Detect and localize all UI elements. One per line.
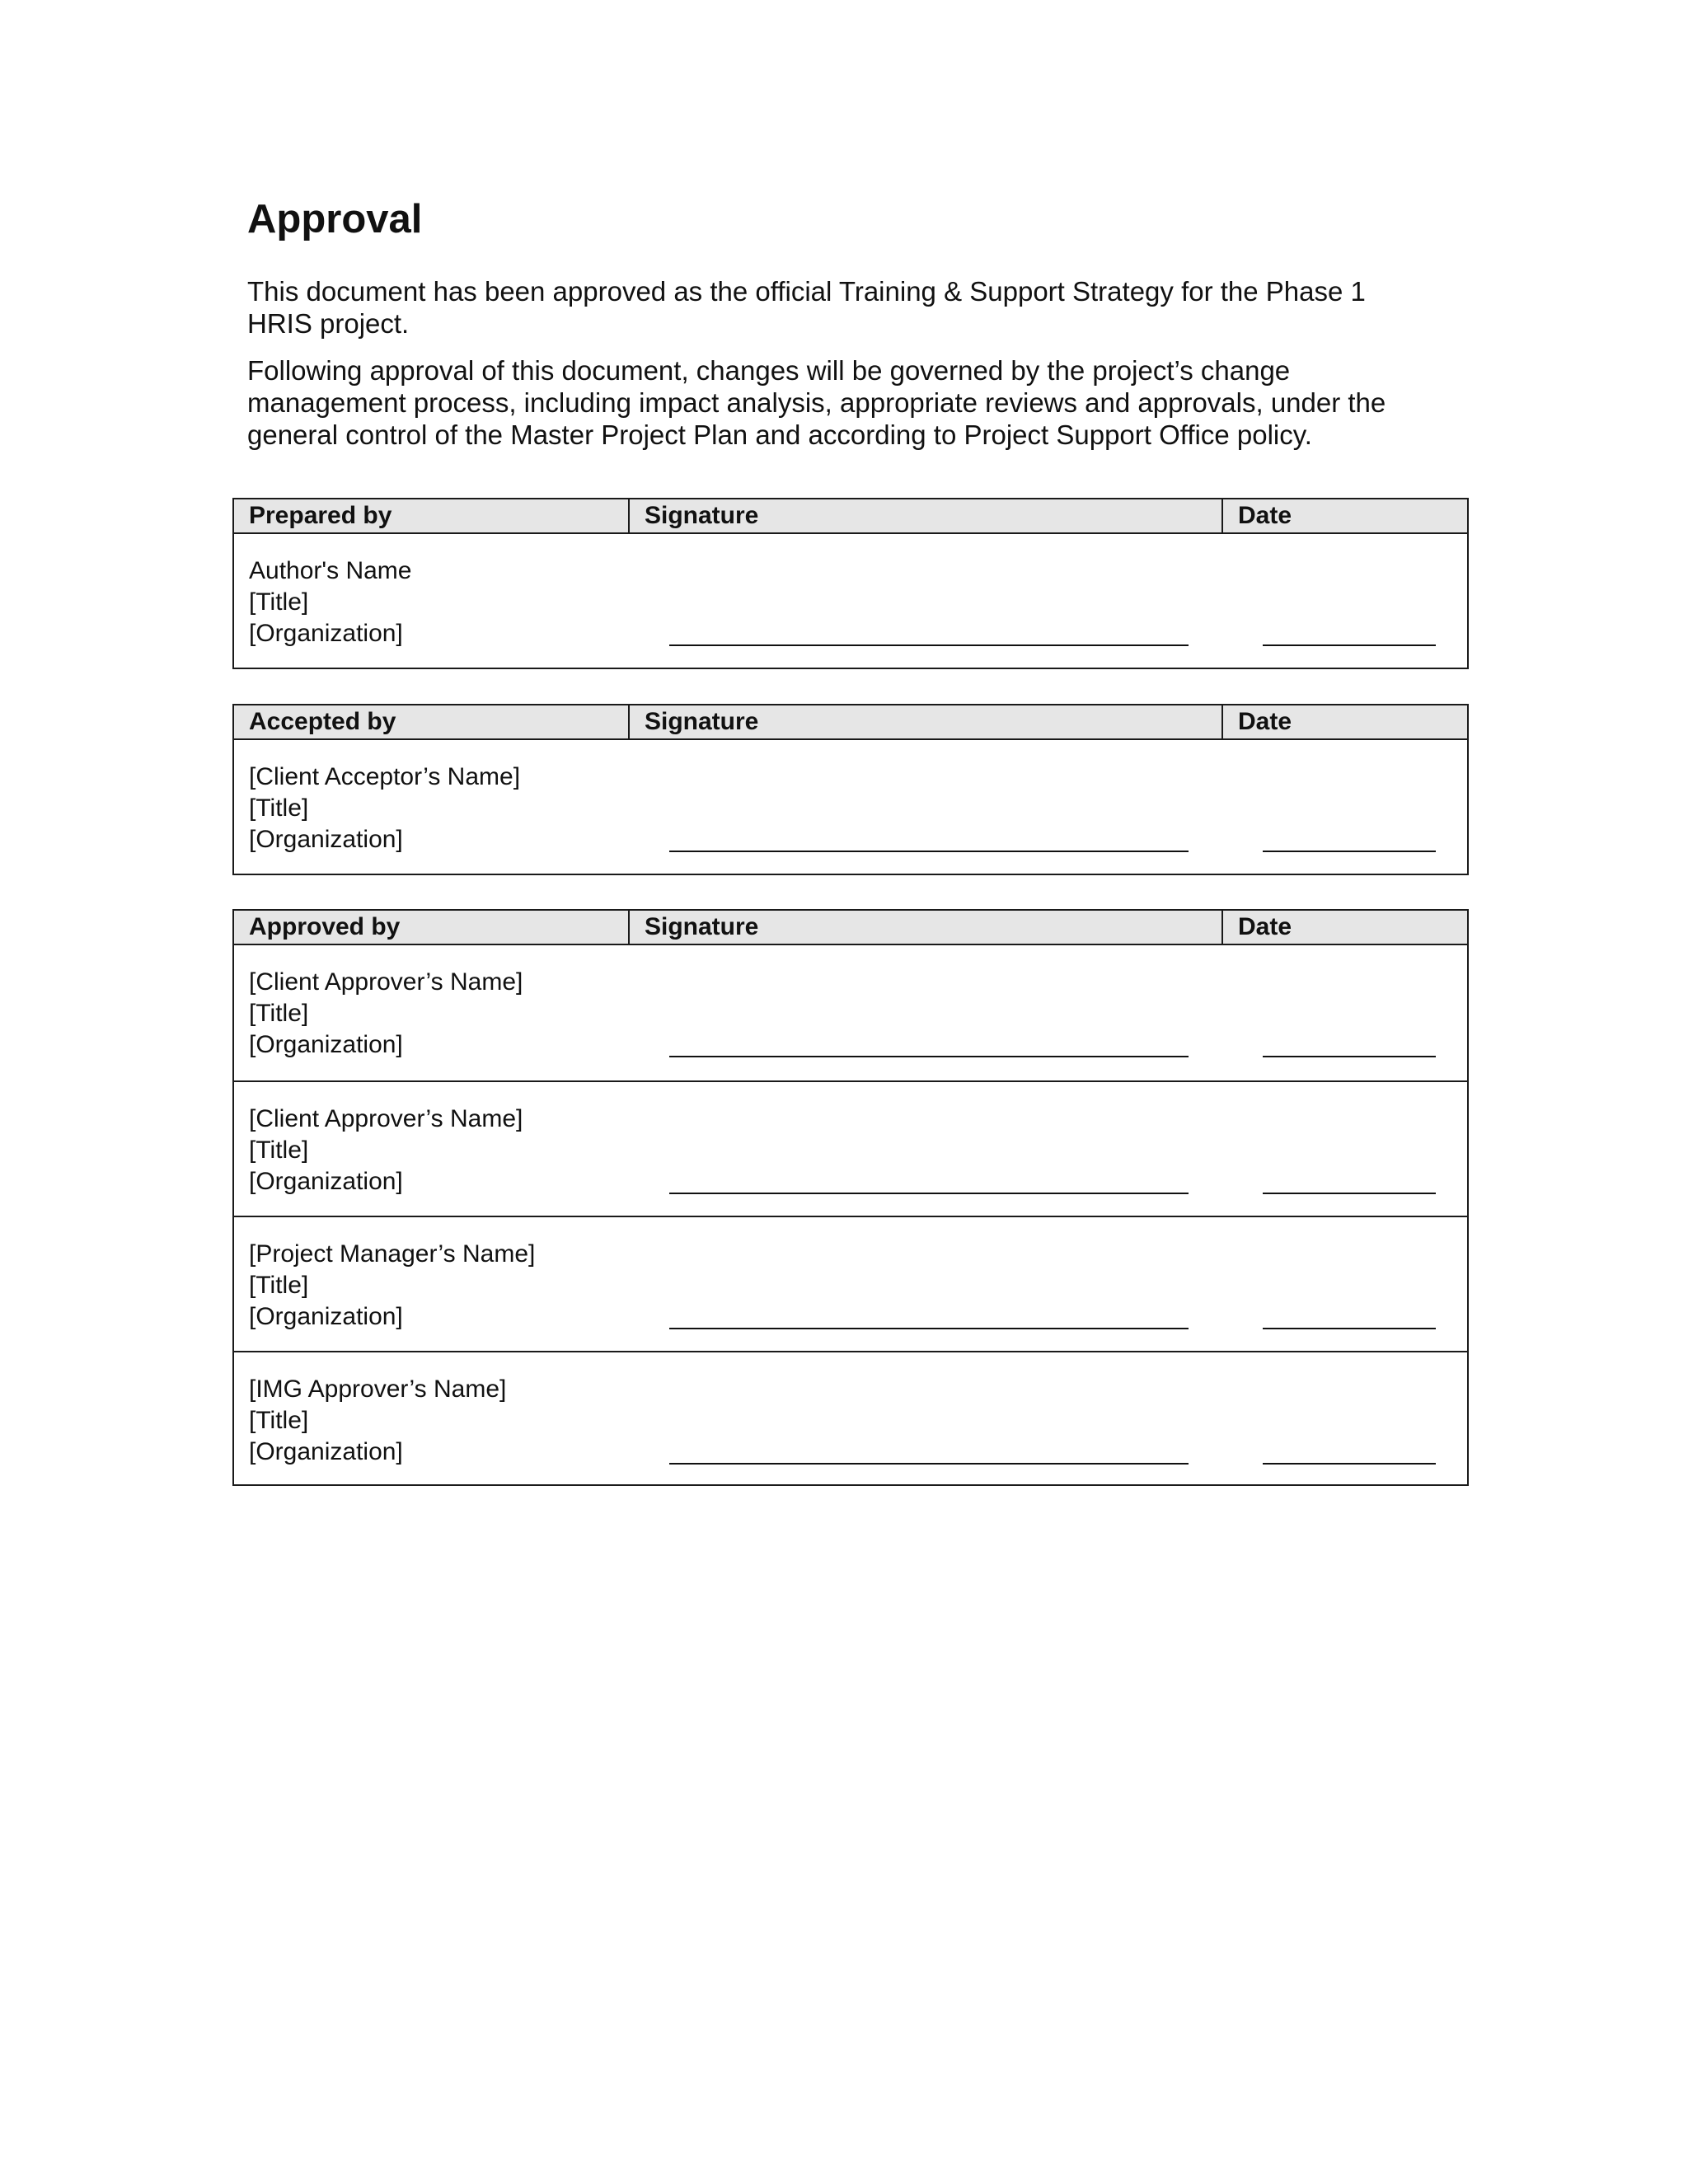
signatory-organization: [Organization] — [249, 1031, 403, 1058]
signatory-name: [IMG Approver’s Name] — [249, 1376, 507, 1403]
signatory-info — [249, 555, 411, 649]
date-line[interactable] — [1263, 851, 1436, 852]
page-title: Approval — [247, 197, 423, 241]
signatory-name: [Project Manager’s Name] — [249, 1240, 536, 1268]
table-header — [234, 705, 1467, 740]
prepared-by-table — [232, 498, 1469, 669]
signatory-title: [Title] — [249, 1407, 309, 1434]
signatory-title: [Title] — [249, 588, 309, 616]
signatory-info — [249, 1104, 523, 1197]
date-line[interactable] — [1263, 1328, 1436, 1329]
table-row — [234, 534, 1467, 668]
date-header: Date — [1238, 913, 1292, 940]
table-row — [234, 1216, 1467, 1351]
accepted-by-header: Accepted by — [234, 705, 630, 738]
prepared-by-header: Prepared by — [234, 499, 630, 532]
table-row — [234, 740, 1467, 874]
signatory-info — [249, 762, 520, 855]
date-header: Date — [1238, 708, 1292, 735]
signatory-name: [Client Acceptor’s Name] — [249, 763, 521, 790]
signatory-title: [Title] — [249, 794, 309, 822]
signatory-organization: [Organization] — [249, 1438, 403, 1465]
signatory-title: [Title] — [249, 1000, 309, 1027]
signature-line[interactable] — [669, 1328, 1189, 1329]
table-header — [234, 911, 1467, 945]
signatory-info — [249, 1239, 535, 1333]
signature-header: Signature — [630, 499, 1223, 532]
table-header — [234, 499, 1467, 534]
date-line[interactable] — [1263, 1056, 1436, 1057]
date-line[interactable] — [1263, 644, 1436, 646]
signatory-organization: [Organization] — [249, 620, 403, 647]
change-governance-paragraph: Following approval of this document, changes will be governed by the project’s change management process, including impact analysis, appropriate reviews and approvals, under the general control of the Master Project Plan and according to Project Support Office policy. — [247, 355, 1386, 450]
signature-line[interactable] — [669, 644, 1189, 646]
signatory-title: [Title] — [249, 1137, 309, 1164]
signatory-organization: [Organization] — [249, 1168, 403, 1195]
table-row — [234, 1080, 1467, 1216]
signatory-info — [249, 1374, 506, 1468]
signatory-name: Author's Name — [249, 557, 412, 584]
signatory-info — [249, 967, 523, 1061]
signatory-name: [Client Approver’s Name] — [249, 968, 523, 996]
table-row — [234, 1351, 1467, 1484]
signature-line[interactable] — [669, 1193, 1189, 1194]
signatory-title: [Title] — [249, 1272, 309, 1299]
signature-header: Signature — [630, 911, 1223, 944]
approved-by-table — [232, 909, 1469, 1486]
approval-statement-paragraph: This document has been approved as the official Training & Support Strategy for the Phase 1 HRIS project. — [247, 276, 1366, 339]
table-row — [234, 945, 1467, 1080]
signature-header: Signature — [630, 705, 1223, 738]
signatory-organization: [Organization] — [249, 1303, 403, 1330]
date-header: Date — [1238, 502, 1292, 529]
approved-by-header: Approved by — [234, 911, 630, 944]
accepted-by-table — [232, 704, 1469, 875]
date-line[interactable] — [1263, 1463, 1436, 1465]
signatory-organization: [Organization] — [249, 826, 403, 853]
signature-line[interactable] — [669, 1056, 1189, 1057]
date-line[interactable] — [1263, 1193, 1436, 1194]
signatory-name: [Client Approver’s Name] — [249, 1105, 523, 1132]
signature-line[interactable] — [669, 851, 1189, 852]
signature-line[interactable] — [669, 1463, 1189, 1465]
